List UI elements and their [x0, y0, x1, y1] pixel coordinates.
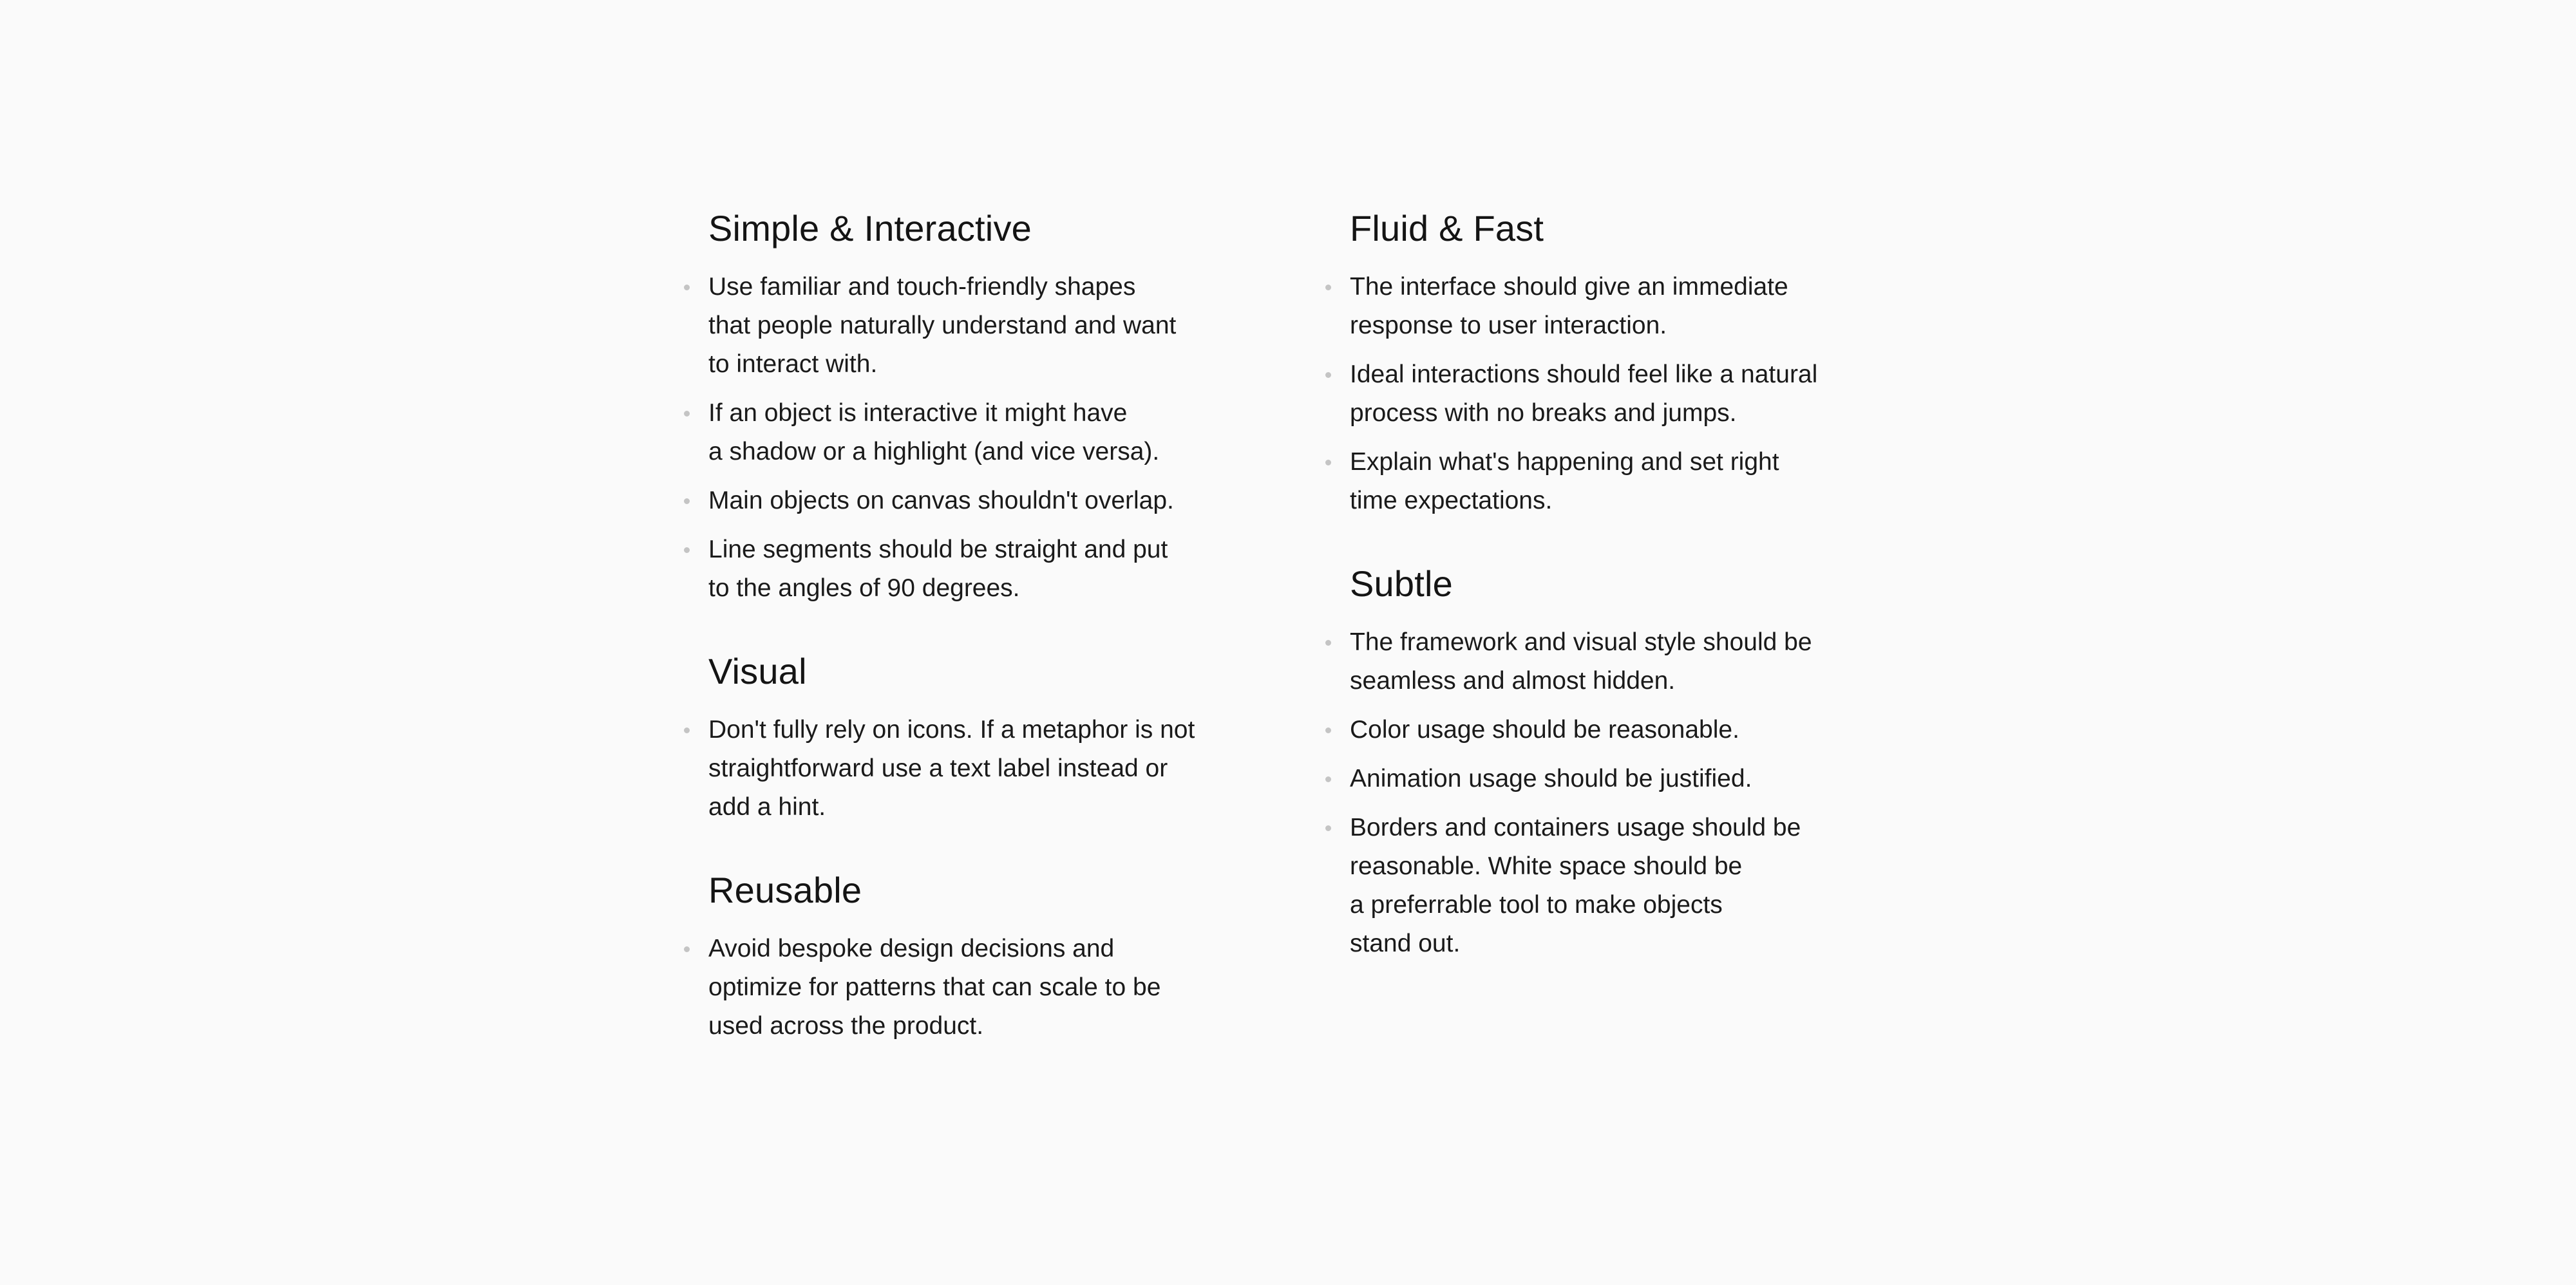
list-item: Explain what's happening and set right time expectations. [1350, 443, 1878, 520]
list-item: Use familiar and touch-friendly shapes that people naturally understand and want to interact with. [708, 268, 1236, 384]
bullet-list [708, 268, 1236, 608]
list-item: Borders and containers usage should be reasonable. White space should be a preferrable tool to make objects stand out. [1350, 809, 1878, 963]
list-item: The interface should give an immediate response to user interaction. [1350, 268, 1878, 345]
bullet-list [708, 711, 1236, 827]
list-item: The framework and visual style should be seamless and almost hidden. [1350, 623, 1878, 700]
list-item: Line segments should be straight and put to the angles of 90 degrees. [708, 530, 1236, 608]
section-title: Fluid & Fast [1350, 208, 1544, 249]
section-reusable [708, 868, 1236, 1046]
section-title: Reusable [708, 870, 862, 910]
list-item: Main objects on canvas shouldn't overlap. [708, 482, 1236, 520]
list-item: Avoid bespoke design decisions and optimize for patterns that can scale to be used across the product. [708, 930, 1236, 1046]
bullet-list [1350, 268, 1878, 520]
list-item: Ideal interactions should feel like a natural process with no breaks and jumps. [1350, 355, 1878, 433]
bullet-list [1350, 623, 1878, 963]
list-item: Animation usage should be justified. [1350, 760, 1878, 798]
section-title: Simple & Interactive [708, 208, 1032, 249]
section-title: Visual [708, 651, 807, 691]
principles-column-left [708, 206, 1236, 1087]
section-subtle [1350, 561, 1878, 963]
list-item: If an object is interactive it might have a shadow or a highlight (and vice versa). [708, 394, 1236, 471]
list-item: Don't fully rely on icons. If a metaphor is not straightforward use a text label instead or add a hint. [708, 711, 1236, 827]
section-visual [708, 649, 1236, 827]
section-simple-interactive [708, 206, 1236, 608]
list-item: Color usage should be reasonable. [1350, 711, 1878, 749]
section-fluid-fast [1350, 206, 1878, 520]
principles-column-right [1350, 206, 1878, 1004]
bullet-list [708, 930, 1236, 1046]
section-title: Subtle [1350, 563, 1453, 604]
